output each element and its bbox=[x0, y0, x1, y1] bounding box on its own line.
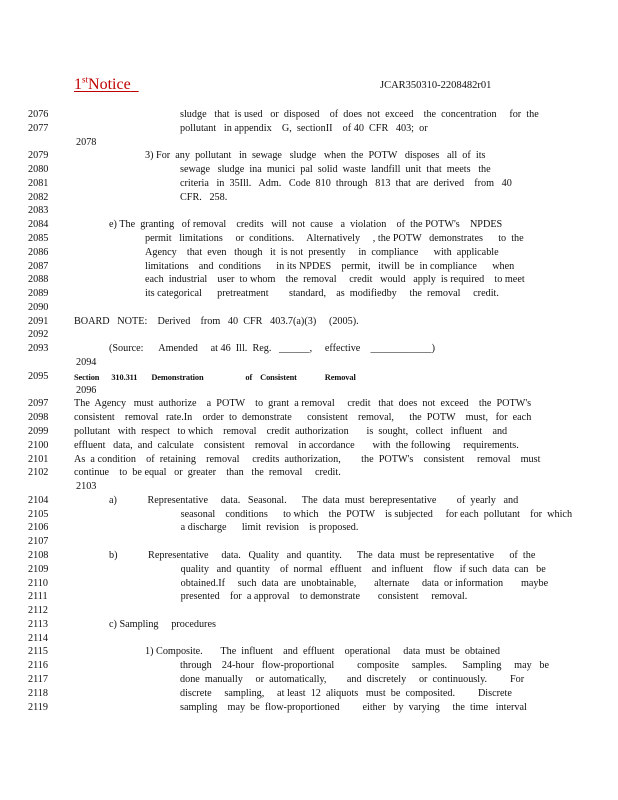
line-number: 2090 bbox=[28, 301, 49, 313]
document-line: each industrial user to whom the removal credit would apply is required to meet bbox=[145, 274, 525, 286]
line-number: 2113 bbox=[28, 618, 48, 630]
notice-superscript: st bbox=[82, 74, 89, 85]
line-number: 2102 bbox=[28, 467, 49, 479]
line-number: 2104 bbox=[28, 494, 49, 506]
document-line: 3) For any pollutant in sewage sludge when the POTW disposes all of its bbox=[145, 150, 486, 162]
line-number: 2086 bbox=[28, 246, 49, 258]
unnumbered-line-marker: 2096 bbox=[76, 384, 97, 396]
document-line: pollutant in appendix G, sectionII of 40 CFR 403; or bbox=[180, 122, 428, 134]
line-number: 2091 bbox=[28, 315, 49, 327]
line-number: 2108 bbox=[28, 549, 49, 561]
document-line: BOARD NOTE: Derived from 40 CFR 403.7(a)(3) (2005). bbox=[74, 315, 359, 327]
line-number: 2119 bbox=[28, 701, 48, 713]
document-line: The Agency must authorize a POTW to grant a removal credit that does not exceed the POTW's bbox=[74, 398, 532, 410]
line-number: 2085 bbox=[28, 233, 49, 245]
notice-label: Notice bbox=[88, 76, 131, 93]
line-number: 2095 bbox=[28, 370, 49, 382]
line-number: 2117 bbox=[28, 673, 48, 685]
document-line: a) Representative data. Seasonal. The data must berepresentative of yearly and bbox=[109, 494, 519, 506]
line-number: 2105 bbox=[28, 508, 49, 520]
document-line: b) Representative data. Quality and quantity. The data must be representative of the bbox=[109, 549, 536, 561]
line-number: 2111 bbox=[28, 591, 48, 603]
line-number: 2076 bbox=[28, 109, 49, 120]
line-number: 2100 bbox=[28, 439, 49, 451]
line-number: 2079 bbox=[28, 150, 49, 162]
document-line: a discharge limit revision is proposed. bbox=[145, 522, 359, 534]
document-line: sludge that is used or disposed of does not exceed the concentration for the bbox=[180, 109, 539, 120]
document-line: limitations and conditions in its NPDES permit, itwill be in compliance when bbox=[145, 260, 515, 272]
line-number: 2098 bbox=[28, 412, 49, 424]
document-line: As a condition of retaining removal credits authorization, the POTW's consistent removal must bbox=[74, 453, 541, 465]
line-number: 2109 bbox=[28, 563, 49, 575]
line-number: 2089 bbox=[28, 288, 49, 300]
document-line: continue to be equal or greater than the removal credit. bbox=[74, 467, 341, 479]
document-line: c) Sampling procedures bbox=[109, 618, 216, 630]
line-number: 2077 bbox=[28, 122, 49, 134]
document-line: done manually or automatically, and discretely or continuously. For bbox=[180, 673, 525, 685]
line-number: 2101 bbox=[28, 453, 49, 465]
line-number: 2110 bbox=[28, 577, 48, 589]
document-line: (Source: Amended at 46 Ill. Reg. ______, effective ____________) bbox=[109, 343, 436, 355]
line-number: 2116 bbox=[28, 660, 48, 672]
document-line: presented for a approval to demonstrate consistent removal. bbox=[145, 591, 468, 603]
document-line: quality and quantity of normal effluent and influent flow if such data can be bbox=[145, 563, 546, 575]
unnumbered-line-marker: 2103 bbox=[76, 481, 97, 493]
document-line: seasonal conditions to which the POTW is subjected for each pollutant for which bbox=[145, 508, 573, 520]
line-number: 2093 bbox=[28, 343, 49, 355]
document-line: Section 310.311 Demonstration of Consistent Removal bbox=[74, 372, 356, 382]
document-line: obtained.If such data are unobtainable, alternate data or information maybe bbox=[145, 577, 549, 589]
document-line: criteria in 35Ill. Adm. Code 810 through 813 that are derived from 40 bbox=[180, 177, 512, 189]
document-line: sewage sludge ina munici pal solid waste landfill unit that meets the bbox=[180, 164, 491, 176]
line-number: 2099 bbox=[28, 425, 49, 437]
document-line: discrete sampling, at least 12 aliquots must be composited. Discrete bbox=[180, 687, 512, 699]
document-line: CFR. 258. bbox=[180, 191, 228, 203]
line-number: 2092 bbox=[28, 329, 49, 341]
document-line: effluent data, and calculate consistent removal in accordance with the following requirements. bbox=[74, 439, 519, 451]
line-number: 2087 bbox=[28, 260, 49, 272]
unnumbered-line-marker: 2094 bbox=[76, 357, 97, 369]
line-number: 2115 bbox=[28, 646, 48, 658]
notice-header bbox=[74, 76, 139, 94]
document-line: e) The granting of removal credits will not cause a violation of the POTW's NPDES bbox=[109, 219, 503, 231]
line-number: 2112 bbox=[28, 605, 48, 617]
line-number: 2084 bbox=[28, 219, 49, 231]
notice-prefix: 1 bbox=[74, 76, 82, 93]
document-id: JCAR350310-2208482r01 bbox=[380, 80, 492, 91]
document-line: permit limitations or conditions. Alternatively , the POTW demonstrates to the bbox=[145, 233, 524, 245]
line-number: 2088 bbox=[28, 274, 49, 286]
document-line: through 24-hour flow-proportional composite samples. Sampling may be bbox=[180, 660, 549, 672]
line-number: 2097 bbox=[28, 398, 49, 410]
document-line: Agency that even though it is not presently in compliance with applicable bbox=[145, 246, 499, 258]
line-number: 2082 bbox=[28, 191, 49, 203]
line-number: 2107 bbox=[28, 536, 49, 548]
line-number: 2080 bbox=[28, 164, 49, 176]
line-number: 2083 bbox=[28, 205, 49, 217]
document-line: 1) Composite. The influent and effluent operational data must be obtained bbox=[145, 646, 500, 658]
line-number: 2106 bbox=[28, 522, 49, 534]
document-line: consistent removal rate.In order to demonstrate consistent removal, the POTW must, for each bbox=[74, 412, 532, 424]
unnumbered-line-marker: 2078 bbox=[76, 136, 97, 148]
document-line: its categorical pretreatment standard, as modifiedby the removal credit. bbox=[145, 288, 499, 300]
line-number: 2081 bbox=[28, 177, 49, 189]
document-line: sampling may be flow-proportioned either by varying the time interval bbox=[180, 701, 527, 713]
line-number: 2118 bbox=[28, 687, 48, 699]
line-number: 2114 bbox=[28, 632, 48, 644]
document-line: pollutant with respect to which removal credit authorization is sought, collect influent and bbox=[74, 425, 508, 437]
